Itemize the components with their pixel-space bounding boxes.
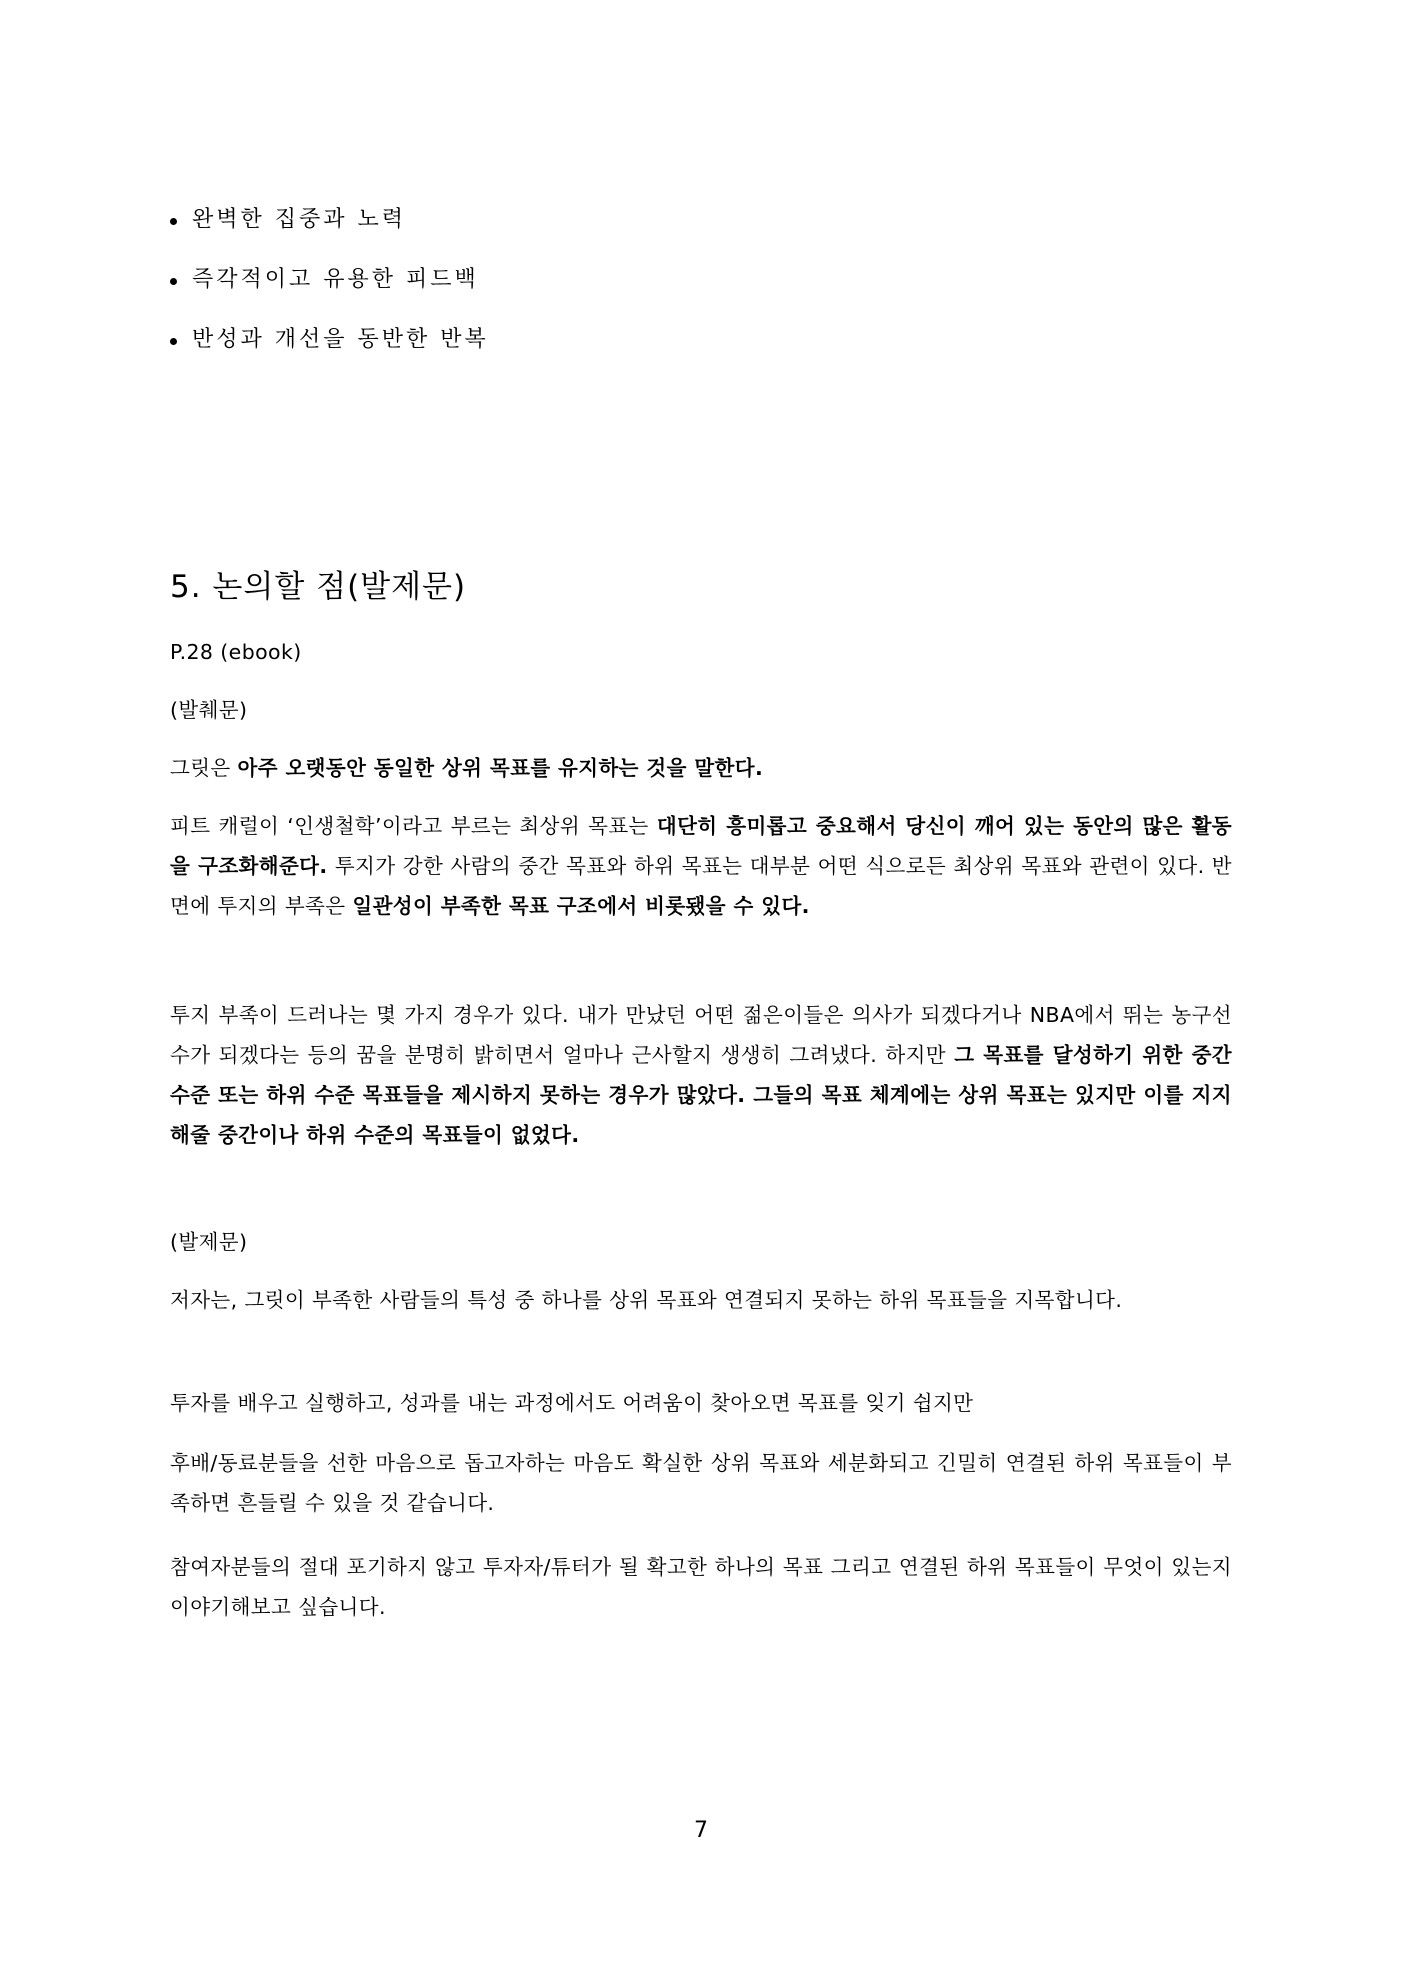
list-item xyxy=(170,262,1232,322)
proposal-paragraph-2: 투자를 배우고 실행하고, 성과를 내는 과정에서도 어려움이 찾아오면 목표를 잊기 쉽지만 xyxy=(170,1391,974,1415)
bullet-text: 반성과 개선을 동반한 반복 xyxy=(192,327,489,352)
bullet-text: 완벽한 집중과 노력 xyxy=(192,207,407,232)
bullet-icon xyxy=(170,278,177,285)
excerpt-paragraph-2 xyxy=(170,806,1232,926)
proposal-label: (발제문) xyxy=(170,1230,248,1254)
bullet-text: 즉각적이고 유용한 피드백 xyxy=(192,267,479,292)
bold-text-run: 아주 오랫동안 동일한 상위 목표를 유지하는 것을 말한다. xyxy=(237,756,764,780)
bold-text-run: 그 목표를 달성하기 위한 중간 수준 또는 하위 수준 목표들을 제시하지 못하는 경우가 많았다. 그들의 목표 체계에는 상위 목표는 있지만 이를 지지해줄 중간이나 하위 수준의 목표들이 없었다. xyxy=(170,1043,1232,1147)
list-item xyxy=(170,322,1232,382)
excerpt-label: (발췌문) xyxy=(170,698,248,722)
text-run: 그릿은 xyxy=(170,756,238,780)
page-reference: P.28 (ebook) xyxy=(170,640,302,664)
text-run: 투지 부족이 드러나는 몇 가지 경우가 있다. 내가 만났던 어떤 젊은이들은 의사가 되겠다거나 NBA에서 뛰는 농구선수가 되겠다는 등의 꿈을 분명히 밝히면서 얼마나 근사할지 생생히 그려냈다. 하지만 xyxy=(170,1003,1232,1067)
proposal-paragraph-4: 참여자분들의 절대 포기하지 않고 투자자/튜터가 될 확고한 하나의 목표 그리고 연결된 하위 목표들이 무엇이 있는지 이야기해보고 싶습니다. xyxy=(170,1555,1232,1619)
list-item xyxy=(170,202,1232,262)
bullet-icon xyxy=(170,218,177,225)
proposal-paragraph-1: 저자는, 그릿이 부족한 사람들의 특성 중 하나를 상위 목표와 연결되지 못하는 하위 목표들을 지목합니다. xyxy=(170,1288,1123,1312)
bold-text-run: 일관성이 부족한 목표 구조에서 비롯됐을 수 있다. xyxy=(352,894,810,918)
bullet-list xyxy=(170,202,1232,382)
page-number: 7 xyxy=(694,1818,708,1843)
excerpt-paragraph-1 xyxy=(170,748,1232,788)
excerpt-paragraph-3 xyxy=(170,995,1232,1155)
bullet-icon xyxy=(170,338,177,345)
text-run: 투지가 강한 사람의 중간 목표와 하위 목표는 대부분 어떤 식으로든 최상위 목표와 관련이 있다. 반면에 투지의 부족은 xyxy=(170,854,1232,918)
section-heading: 5. 논의할 점(발제문) xyxy=(170,569,467,605)
proposal-paragraph-3: 후배/동료분들을 선한 마음으로 돕고자하는 마음도 확실한 상위 목표와 세분화되고 긴밀히 연결된 하위 목표들이 부족하면 흔들릴 수 있을 것 같습니다. xyxy=(170,1451,1232,1515)
text-run: 피트 캐럴이 ‘인생철학’이라고 부르는 최상위 목표는 xyxy=(170,814,657,838)
bold-text-run: 대단히 흥미롭고 중요해서 당신이 깨어 있는 동안의 많은 활동을 구조화해준다. xyxy=(170,814,1233,878)
